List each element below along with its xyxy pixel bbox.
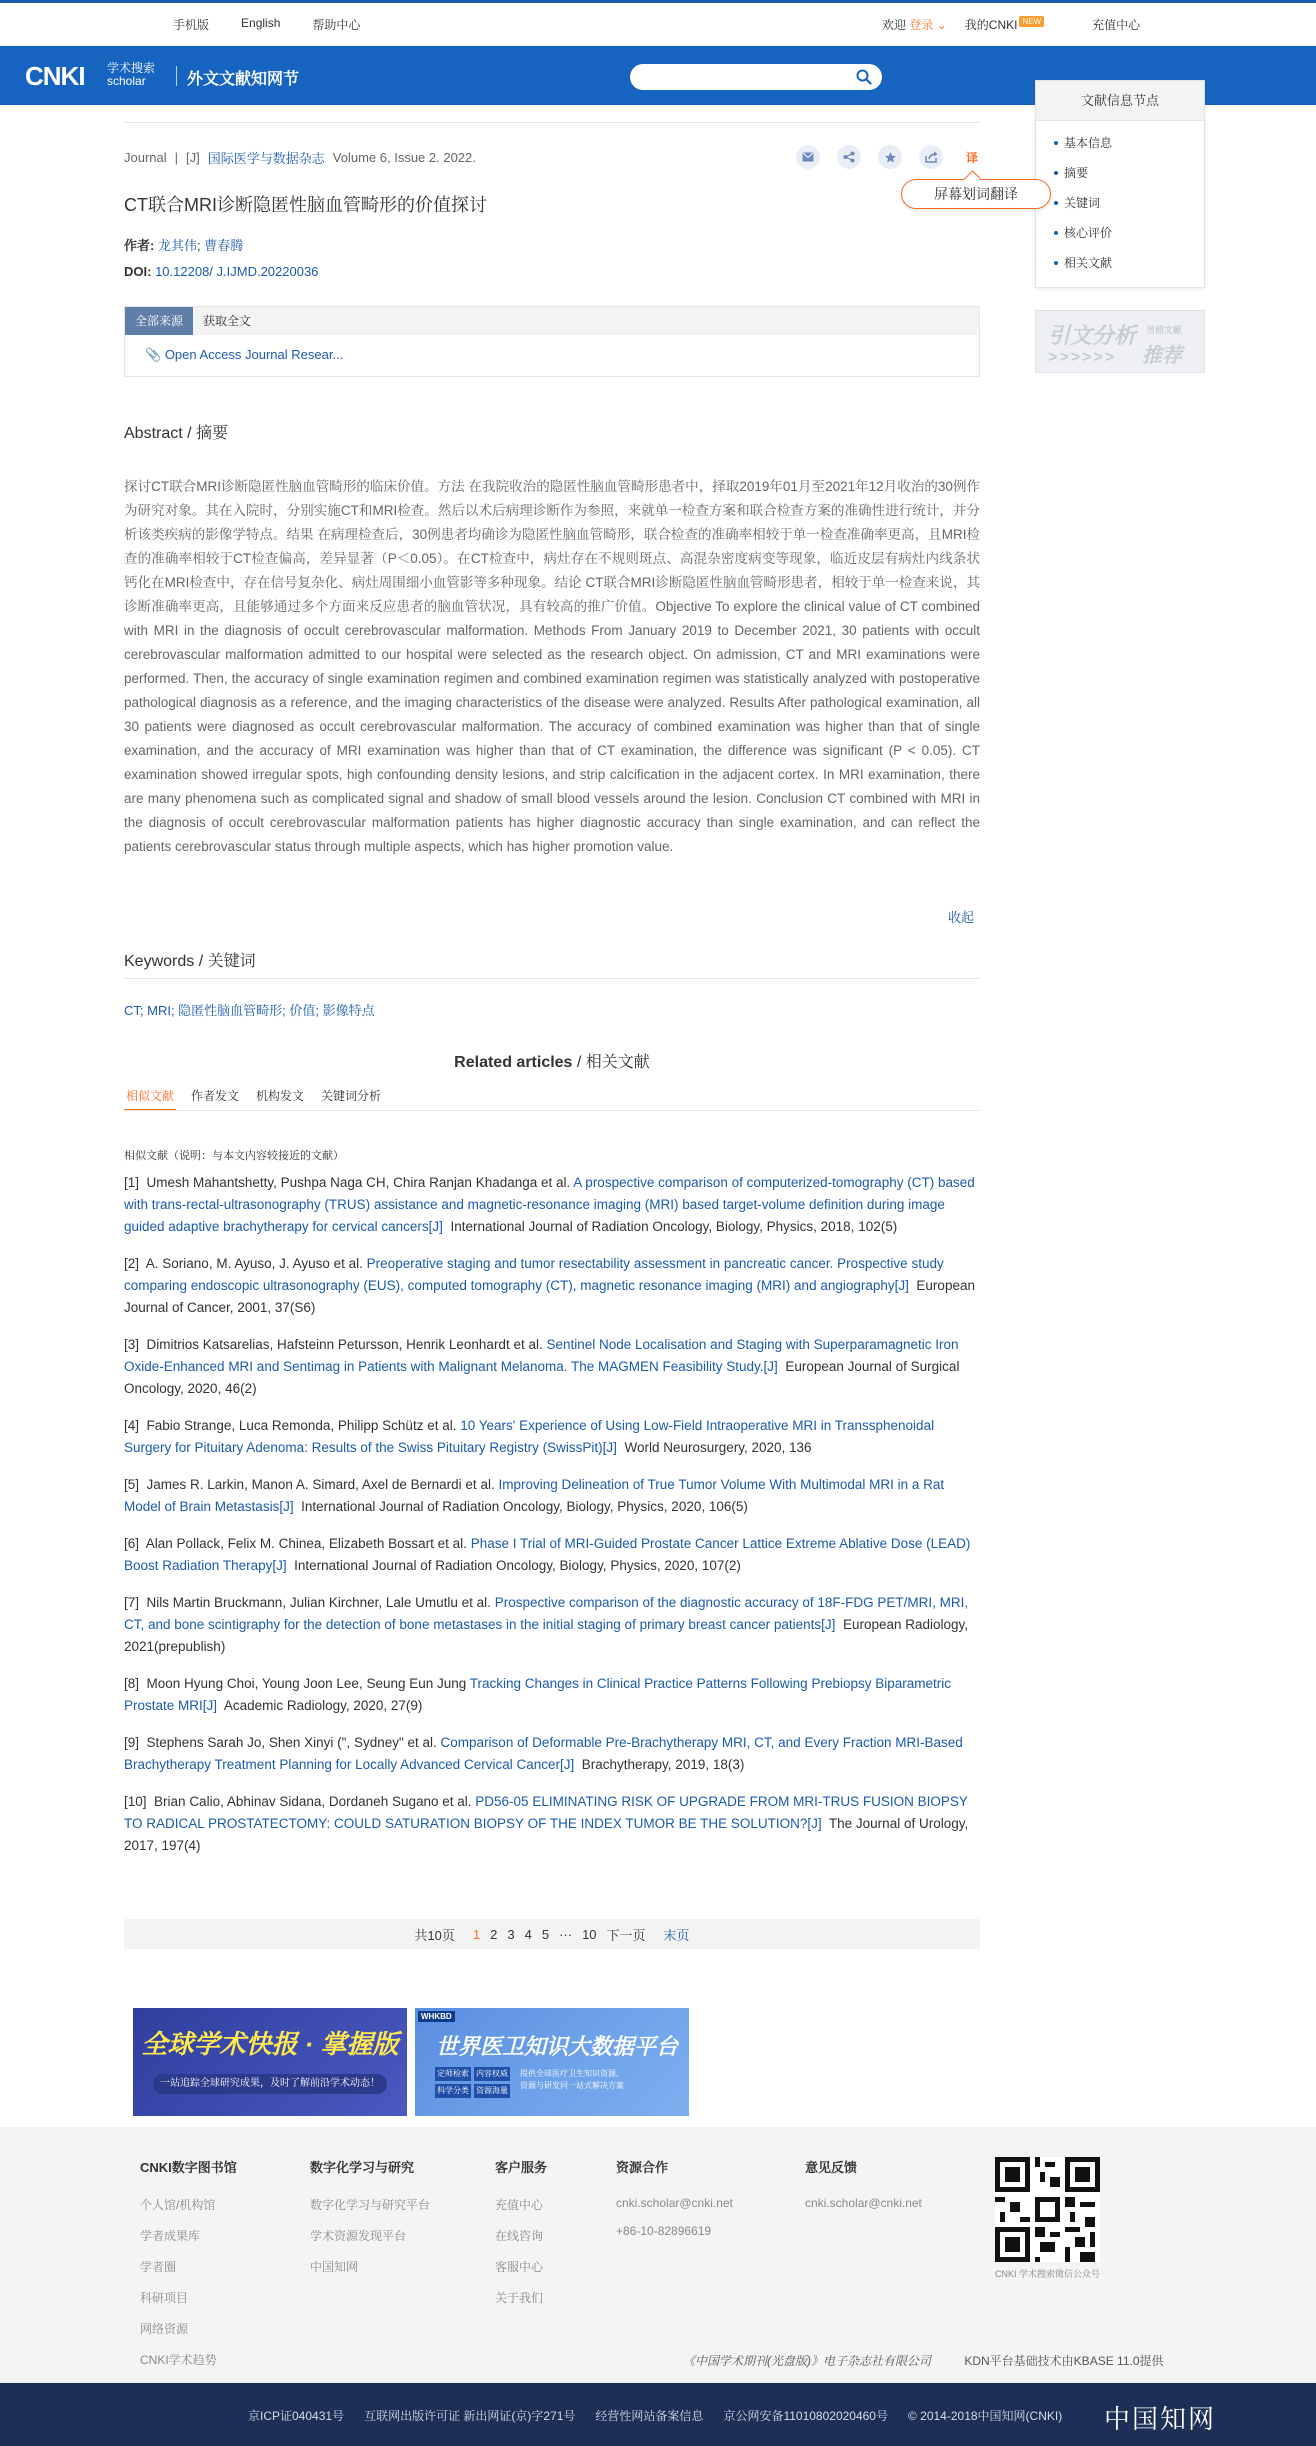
star-icon[interactable] (878, 145, 902, 169)
pagination (124, 1919, 980, 1949)
reference-list (124, 1172, 980, 1872)
reference-item: [7] Nils Martin Bruckmann, Julian Kirchner, Lale Umutlu et al. Prospective comparison of the diagnostic accuracy of 18F-FDG PET/MRI, MRI, CT, and bone scintigraphy for the detection of bone metastases in the initial staging of primary breast cancer patients[J] European Radiology, 2021(prepublish) (124, 1595, 969, 1654)
whkbd-logo: WHKBD (418, 2011, 455, 2022)
footer-link[interactable]: 在线咨询 (495, 2229, 544, 2243)
total-pages: 共10页 (414, 1927, 455, 1943)
reference-item: [3] Dimitrios Katsarelias, Hafsteinn Petursson, Henrik Leonhardt et al. Sentinel Node Localisation and Staging with Superparamagnetic Iron Oxide-Enhanced MRI and Sentimag in Patients with Malignant Melanoma. The MAGMEN Feasibility Study.[J] European Journal of Surgical Oncology, 2020, 46(2) (124, 1337, 960, 1396)
author-link[interactable]: 龙其伟 (157, 238, 197, 253)
footer-col-learning: 数字化学习与研究 数字化学习与研究平台 学术资源发现平台 中国知网 (310, 2160, 431, 2274)
doc-type: Journal (124, 150, 167, 165)
page-link[interactable]: 5 (541, 1926, 550, 1942)
qr-code-icon (995, 2157, 1100, 2262)
footer-phone: +86-10-82896619 (616, 2224, 712, 2238)
page-link[interactable]: 1 (472, 1926, 481, 1942)
doi-link[interactable]: 10.12208/ J.IJMD.20220036 (155, 264, 319, 279)
article-meta: Journal | [J] 国际医学与数据杂志 Volume 6, Issue 2. 2022. (124, 150, 476, 166)
top-bar (0, 0, 1316, 46)
divider (124, 1110, 980, 1111)
icp-license[interactable]: 京ICP证040431号 (248, 2409, 345, 2423)
police-record[interactable]: 京公网安备11010802020460号 (723, 2409, 888, 2423)
reference-item: [9] Stephens Sarah Jo, Shen Xinyi (", Sydney" et al. Comparison of Deformable Pre-Brachytherapy MRI, CT, and Every Fraction MRI-Based Brachytherapy Treatment Planning for Locally Advanced Cervical Cancer[J] Brachytherapy, 2019, 18(3) (124, 1735, 963, 1772)
related-heading: Related articles / 相关文献 (454, 1054, 650, 1071)
welcome-text: 欢迎 (882, 18, 907, 32)
tab-author-papers[interactable]: 作者发文 (191, 1089, 240, 1103)
reference-item: [8] Moon Hyung Choi, Young Joon Lee, Seung Eun Jung Tracking Changes in Clinical Practice Patterns Following Prebiopsy Biparametric Prostate MRI[J] Academic Radiology, 2020, 27(9) (124, 1676, 951, 1713)
source-box (124, 306, 980, 377)
abstract-heading: Abstract / 摘要 (124, 425, 229, 442)
footer-link[interactable]: 学者成果库 (140, 2229, 201, 2243)
footer-publisher: 《中国学术期刊(光盘版)》电子杂志社有限公司 KDN平台基础技术由KBASE 11.0提供 (683, 2354, 1164, 2368)
reference-item: [1] Umesh Mahantshetty, Pushpa Naga CH, Chira Ranjan Khadanga et al. A prospective comparison of computerized-tomography (CT) based with trans-rectal-ultrasonography (TRUS) assistance and magnetic-resonance imaging (MRI) based target-volume definition during image guided adaptive brachytherapy for cervical cancers[J] International Journal of Radiation Oncology, Biology, Physics, 2018, 102(5) (124, 1175, 975, 1234)
reference-title-link[interactable]: 10 Years' Experience of Using Low-Field Intraoperative MRI in Transsphenoidal Surgery for Pituitary Adenoma: Results of the Swiss Pituitary Registry (SwissPit) (124, 1418, 935, 1455)
reference-item: [5] James R. Larkin, Manon A. Simard, Axel de Bernardi et al. Improving Delineation of True Tumor Volume With Multimodal MRI in a Rat Model of Brain Metastasis[J] International Journal of Radiation Oncology, Biology, Physics, 2020, 106(5) (124, 1477, 945, 1514)
logo-subtitle: 学术搜索 scholar (107, 61, 156, 88)
article-main (124, 122, 1018, 1943)
tab-all-sources[interactable]: 全部来源 (125, 307, 193, 335)
doc-tag: [J] (186, 150, 200, 165)
abstract-text: 探讨CT联合MRI诊断隐匿性脑血管畸形的临床价值。方法 在我院收治的隐匿性脑血管畸形患者中，择取2019年01月至2021年12月收治的30例作为研究对象。其在入院时，分别实施CT和MRI检查。然后以术后病理诊断作为参照，来就单一检查方案和联合检查方案的准确性进行统计，并分析该类疾病的影像学特点。结果 在病理检查后，30例患者均确诊为隐匿性脑血管畸形，联合检查的准确率相较于单一检查准确率更高，且MRI检查的准确率相较于CT检查偏高，差异显著（P＜0.05）。在CT检查中，病灶存在不规则斑点、高混杂密度病变等现象，临近皮层有病灶内线条状钙化在MRI检查中，存在信号复杂化、病灶周围细小血管影等多种现象。结论 CT联合MRI诊断隐匿性脑血管畸形患者，相较于单一检查来说，其诊断准确率更高，且能够通过多个方面来反应患者的脑血管状况，具有较高的推广价值。Objective To explore the clinical value of CT combined with MRI in the diagnosis of occult cerebrovascular malformation. Methods From January 2019 to December 2021, 30 patients with occult cerebrovascular malformation admitted to our hospital were selected as the research object. On admission, CT and MRI examinations were performed. Then, the accuracy of single examination regimen and combined examination regimen was statistically analyzed with postoperative pathological diagnosis as a reference, and the imaging characteristics of the disease were analyzed. Results After pathological examination, all 30 patients were diagnosed as occult cerebrovascular malformation. The accuracy of combined examination was higher than that of single examination, and the accuracy of MRI examination was higher than that of CT examination, the difference was significant (P < 0.05). CT examination showed irregular spots, high confounding density lesions, and strip calcification in the adjacent cortex. In MRI examination, there are many phenomena such as complicated signal and shadow of small blood vessels around the lesion. Conclusion CT combined with MRI in the diagnosis of occult cerebrovascular malformation patients has higher diagnostic accuracy than single examination, and can reflect the patients cerebrovascular status through multiple aspects, which has higher promotion value. (124, 479, 980, 854)
reference-title-link[interactable]: Preoperative staging and tumor resectability assessment in pancreatic cancer. Prospective study comparing endoscopic ultrasonography (EUS), computed tomography (CT), magnetic resonance imaging (MRI) and angiography (124, 1256, 944, 1293)
article-title: CT联合MRI诊断隐匿性脑血管畸形的价值探讨 (124, 195, 487, 215)
login-link[interactable]: 登录 (909, 18, 934, 32)
ellipsis: ··· (559, 1926, 573, 1942)
mobile-link[interactable]: 手机版 (173, 18, 210, 32)
journal-link[interactable]: 国际医学与数据杂志 (207, 151, 325, 166)
ad-medical-knowledge-platform[interactable]: WHKBD 世界医卫知识大数据平台 定师检索 内容权威 科学分类 资源海量 提供全球医疗卫生知识资源， 资源与研发同一站式解决方案 (415, 2008, 689, 2116)
footer-link[interactable]: 科研项目 (140, 2291, 189, 2305)
footer-link[interactable]: 个人馆/机构馆 (140, 2198, 216, 2212)
next-page-link[interactable]: 下一页 (606, 1927, 646, 1943)
share-icon[interactable] (837, 145, 861, 169)
info-node-title: 文献信息节点 (1036, 81, 1204, 121)
authors-line: 作者: 龙其伟; 曹春腾 (124, 238, 244, 253)
nav-item-abstract[interactable]: 摘要 (1054, 165, 1204, 195)
reference-item: [10] Brian Calio, Abhinav Sidana, Dordaneh Sugano et al. PD56-05 ELIMINATING RISK OF UPGRADE FROM MRI-TRUS FUSION BIOPSY TO RADICAL PROSTATECTOMY: COULD SATURATION BIOPSY OF THE INDEX TUMOR BE THE SOLUTION?[J] The Journal of Urology, 2017, 197(4) (124, 1794, 969, 1853)
footer-link[interactable]: 关于我们 (495, 2291, 544, 2305)
footer-link[interactable]: 中国知网 (310, 2260, 359, 2274)
citation-analysis-banner[interactable]: 引文分析 当前文献 推荐 >>>>>> (1035, 310, 1205, 373)
page-link[interactable]: 4 (524, 1926, 532, 1942)
ad-banners (133, 2008, 689, 2116)
footer-link[interactable]: 充值中心 (495, 2198, 544, 2212)
footer-col-library: CNKI数字图书馆 个人馆/机构馆 学者成果库 学者圈 科研项目 网络资源 CNKI学术趋势 (140, 2160, 237, 2367)
reference-title-link[interactable]: Phase I Trial of MRI-Guided Prostate Cancer Lattice Extreme Ablative Dose (LEAD) Boost Radiation Therapy (124, 1536, 971, 1573)
footer-email[interactable]: cnki.scholar@cnki.net (616, 2196, 733, 2210)
logo-divider (176, 66, 177, 86)
search-box (630, 64, 882, 90)
qr-caption: CNKI 学术搜索微信公众号 (994, 2269, 1100, 2279)
keywords-list[interactable]: CT; MRI; 隐匿性脑血管畸形; 价值; 影像特点 (124, 1003, 375, 1018)
top-left-links (173, 16, 360, 33)
keywords-heading: Keywords / 关键词 (124, 953, 256, 970)
footer-col-service: 客户服务 充值中心 在线咨询 客服中心 关于我们 (495, 2160, 548, 2305)
site-name: 外文文献知网节 (187, 71, 300, 88)
reference-title-link[interactable]: A prospective comparison of computerized-tomography (CT) based with trans-rectal-ultrasonography (TRUS) assistance and magnetic-resonance imaging (MRI) based target-volume definition during image guided adaptive brachytherapy for cervical cancers (124, 1175, 975, 1234)
related-tabs (124, 1087, 383, 1111)
my-cnki-link[interactable]: 我的CNKI NEW (965, 16, 1044, 33)
nav-item-basic-info[interactable]: 基本信息 (1054, 135, 1204, 165)
arrows-icon: >>>>>> (1048, 349, 1117, 366)
source-link[interactable]: 📎 Open Access Journal Resear... (145, 347, 344, 362)
help-link[interactable]: 帮助中心 (312, 18, 361, 32)
publishing-license[interactable]: 互联网出版许可证 新出网证(京)字271号 (364, 2409, 576, 2423)
page-link[interactable]: 2 (490, 1926, 498, 1942)
related-note: 相似文献（说明：与本文内容较接近的文献） (124, 1150, 344, 1162)
footer-link[interactable]: 学者圈 (140, 2260, 177, 2274)
collapse-link[interactable]: 收起 (948, 910, 975, 925)
recharge-link[interactable]: 充值中心 (1092, 18, 1141, 32)
nav-item-related[interactable]: 相关文献 (1054, 255, 1204, 285)
volume-info: Volume 6, Issue 2. 2022. (332, 150, 476, 165)
divider (124, 978, 980, 979)
page-link[interactable]: 10 (582, 1926, 597, 1942)
copyright-bar (0, 2383, 1316, 2446)
footer-email[interactable]: cnki.scholar@cnki.net (805, 2196, 922, 2210)
new-badge: NEW (1019, 16, 1044, 27)
reference-title-link[interactable]: Tracking Changes in Clinical Practice Patterns Following Prebiopsy Biparametric Prostate MRI (124, 1676, 951, 1713)
translate-tooltip: 屏幕划词翻译 (901, 179, 1051, 209)
tab-get-fulltext[interactable]: 获取全文 (203, 314, 252, 328)
site-footer (0, 2127, 1316, 2383)
reference-title-link[interactable]: PD56-05 ELIMINATING RISK OF UPGRADE FROM MRI-TRUS FUSION BIOPSY TO RADICAL PROSTATECTOMY: COULD SATURATION BIOPSY OF THE INDEX TUMOR BE THE SOLUTION? (124, 1794, 968, 1831)
translate-icon[interactable]: 译 (960, 145, 984, 169)
footer-link[interactable]: 数字化学习与研究平台 (310, 2198, 431, 2212)
reference-title-link[interactable]: Comparison of Deformable Pre-Brachytherapy MRI, CT, and Every Fraction MRI-Based Brachytherapy Treatment Planning for Locally Advanced Cervical Cancer (124, 1735, 963, 1772)
top-right-links (882, 16, 1140, 33)
tab-institution-papers[interactable]: 机构发文 (256, 1089, 305, 1103)
cnki-logo[interactable]: CNKI (25, 61, 85, 91)
footer-link[interactable]: 客服中心 (495, 2260, 544, 2274)
export-icon[interactable] (919, 145, 943, 169)
page-link[interactable]: 3 (507, 1926, 515, 1942)
search-input[interactable] (642, 64, 852, 90)
reference-title-link[interactable]: Improving Delineation of True Tumor Volume With Multimodal MRI in a Rat Model of Brain Metastasis (124, 1477, 945, 1514)
mail-icon[interactable] (796, 145, 820, 169)
info-node-nav (1035, 80, 1205, 288)
reference-title-link[interactable]: Prospective comparison of the diagnostic accuracy of 18F-FDG PET/MRI, MRI, CT, and bone scintigraphy for the detection of bone metastases in the initial staging of primary breast cancer patients (124, 1595, 969, 1632)
english-link[interactable]: English (241, 16, 281, 30)
footer-link[interactable]: CNKI学术趋势 (140, 2353, 217, 2367)
tab-similar[interactable]: 相似文献 (124, 1087, 176, 1111)
reference-item: [6] Alan Pollack, Felix M. Chinea, Elizabeth Bossart et al. Phase I Trial of MRI-Guided Prostate Cancer Lattice Extreme Ablative Dose (LEAD) Boost Radiation Therapy[J] International Journal of Radiation Oncology, Biology, Physics, 2020, 107(2) (124, 1536, 971, 1573)
footer-col-cooperation: 资源合作 cnki.scholar@cnki.net +86-10-82896619 (616, 2160, 733, 2238)
cnki-footer-logo: 中国知网 (1104, 2405, 1217, 2435)
copyright-text: © 2014-2018中国知网(CNKI) (907, 2409, 1063, 2423)
author-link[interactable]: 曹春腾 (204, 238, 244, 253)
article-tools (796, 145, 984, 169)
paperclip-icon: 📎 (145, 347, 162, 362)
footer-link[interactable]: 网络资源 (140, 2322, 189, 2336)
chevron-down-icon[interactable]: ⌄ (936, 18, 947, 32)
ad-global-academic-express[interactable]: 全球学术快报 · 掌握版 一站追踪全球研究成果，及时了解前沿学术动态！ (133, 2008, 407, 2116)
reference-title-link[interactable]: Sentinel Node Localisation and Staging with Superparamagnetic Iron Oxide-Enhanced MRI and Sentimag in Patients with Malignant Melanoma. The MAGMEN Feasibility Study. (124, 1337, 959, 1374)
footer-link[interactable]: 学术资源发现平台 (310, 2229, 407, 2243)
tab-keyword-analysis[interactable]: 关键词分析 (321, 1089, 382, 1103)
last-page-link[interactable]: 末页 (663, 1927, 690, 1943)
nav-item-core-evaluation[interactable]: 核心评价 (1054, 225, 1204, 255)
footer-col-feedback: 意见反馈 cnki.scholar@cnki.net (805, 2160, 922, 2210)
search-icon[interactable] (856, 69, 872, 85)
reference-item: [4] Fabio Strange, Luca Remonda, Philipp Schütz et al. 10 Years' Experience of Using Low-Field Intraoperative MRI in Transsphenoidal Surgery for Pituitary Adenoma: Results of the Swiss Pituitary Registry (SwissPit)[J] World Neurosurgery, 2020, 136 (124, 1418, 935, 1455)
reference-item: [2] A. Soriano, M. Ayuso, J. Ayuso et al. Preoperative staging and tumor resectability assessment in pancreatic cancer. Prospective study comparing endoscopic ultrasonography (EUS), computed tomography (CT), magnetic resonance imaging (MRI) and angiography[J] European Journal of Cancer, 2001, 37(S6) (124, 1256, 975, 1315)
doi-line: DOI: 10.12208/ J.IJMD.20220036 (124, 264, 319, 279)
nav-item-keywords[interactable]: 关键词 (1054, 195, 1204, 225)
website-record[interactable]: 经营性网站备案信息 (595, 2409, 704, 2423)
